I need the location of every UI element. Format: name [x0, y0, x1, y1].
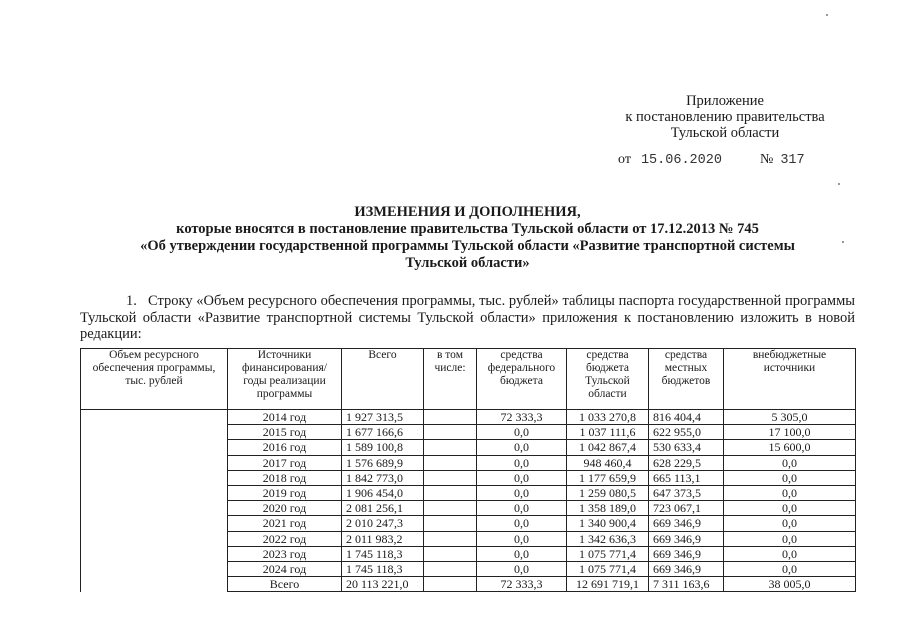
year-cell: 2023 год [228, 546, 342, 561]
empty-cell [424, 561, 477, 576]
title-line: «Об утверждении государственной программы Тульской области «Развитие транспортной системы [140, 238, 795, 254]
paragraph-1 [80, 293, 855, 343]
document-number: 317 [780, 153, 805, 168]
table-row [81, 501, 856, 516]
title-line: Тульской области» [405, 255, 530, 271]
extrabudget-cell: 0,0 [724, 516, 856, 531]
empty-cell [424, 410, 477, 425]
year-cell: 2014 год [228, 410, 342, 425]
extrabudget-cell: 0,0 [724, 470, 856, 485]
empty-cell [81, 561, 228, 576]
table-row [81, 516, 856, 531]
federal-cell: 0,0 [477, 516, 567, 531]
extrabudget-cell: 0,0 [724, 531, 856, 546]
appendix-line: Тульской области [670, 125, 780, 141]
regional-cell: 1 042 867,4 [567, 440, 649, 455]
year-cell: 2024 год [228, 561, 342, 576]
total-cell: 2 010 247,3 [342, 516, 424, 531]
empty-cell [424, 470, 477, 485]
appendix-line: к постановлению правительства [625, 109, 825, 125]
local-cell: 622 955,0 [649, 425, 724, 440]
table-row [81, 470, 856, 485]
total-cell: 1 576 689,9 [342, 455, 424, 470]
title-heading: ИЗМЕНЕНИЯ И ДОПОЛНЕНИЯ, [354, 204, 581, 220]
year-cell: 2016 год [228, 440, 342, 455]
local-cell: 669 346,9 [649, 561, 724, 576]
header-cell: внебюджетные источники [724, 349, 856, 410]
table-header-row [81, 349, 856, 410]
table-row [81, 577, 856, 592]
empty-cell [81, 531, 228, 546]
local-cell: 723 067,1 [649, 501, 724, 516]
empty-cell [424, 516, 477, 531]
extrabudget-cell: 0,0 [724, 485, 856, 500]
empty-cell [81, 501, 228, 516]
table-row [81, 440, 856, 455]
year-cell: 2017 год [228, 455, 342, 470]
empty-cell [81, 516, 228, 531]
total-cell: 20 113 221,0 [342, 577, 424, 592]
empty-cell [81, 546, 228, 561]
total-cell: 1 589 100,8 [342, 440, 424, 455]
scan-speck [838, 183, 840, 185]
year-cell: 2022 год [228, 531, 342, 546]
local-cell: 647 373,5 [649, 485, 724, 500]
number-label: № [759, 152, 774, 167]
total-cell: 2 011 983,2 [342, 531, 424, 546]
regional-cell: 1 259 080,5 [567, 485, 649, 500]
empty-cell [81, 577, 228, 592]
local-cell: 665 113,1 [649, 470, 724, 485]
table-row [81, 410, 856, 425]
local-cell: 669 346,9 [649, 546, 724, 561]
regional-cell: 1 037 111,6 [567, 425, 649, 440]
regional-cell: 948 460,4 [567, 455, 649, 470]
federal-cell: 0,0 [477, 485, 567, 500]
empty-cell [81, 440, 228, 455]
appendix-header [600, 93, 850, 141]
extrabudget-cell: 0,0 [724, 561, 856, 576]
extrabudget-cell: 38 005,0 [724, 577, 856, 592]
regional-cell: 1 342 636,3 [567, 531, 649, 546]
year-cell: 2018 год [228, 470, 342, 485]
total-cell: 1 906 454,0 [342, 485, 424, 500]
federal-cell: 72 333,3 [477, 577, 567, 592]
total-cell: 1 745 118,3 [342, 561, 424, 576]
header-cell: Всего [342, 349, 424, 410]
resource-table [80, 348, 856, 592]
document-title [80, 204, 855, 272]
empty-cell [424, 546, 477, 561]
header-cell: средства местных бюджетов [649, 349, 724, 410]
total-cell: 1 677 166,6 [342, 425, 424, 440]
empty-cell [424, 440, 477, 455]
year-cell: 2021 год [228, 516, 342, 531]
year-cell: Всего [228, 577, 342, 592]
table-row [81, 546, 856, 561]
header-cell: средства бюджета Тульской области [567, 349, 649, 410]
extrabudget-cell: 5 305,0 [724, 410, 856, 425]
regional-cell: 1 340 900,4 [567, 516, 649, 531]
year-cell: 2019 год [228, 485, 342, 500]
federal-cell: 0,0 [477, 531, 567, 546]
local-cell: 530 633,4 [649, 440, 724, 455]
total-cell: 2 081 256,1 [342, 501, 424, 516]
federal-cell: 0,0 [477, 561, 567, 576]
regional-cell: 1 177 659,9 [567, 470, 649, 485]
regional-cell: 12 691 719,1 [567, 577, 649, 592]
year-cell: 2020 год [228, 501, 342, 516]
regional-cell: 1 358 189,0 [567, 501, 649, 516]
total-cell: 1 745 118,3 [342, 546, 424, 561]
paragraph-text: Строку «Объем ресурсного обеспечения программы, тыс. рублей» таблицы паспорта государственной программы Тульской области «Развитие транспортной системы Тульской области» приложения к постановлению изложить в новой редакции: [80, 293, 855, 342]
table-body [81, 410, 856, 592]
extrabudget-cell: 0,0 [724, 546, 856, 561]
table-row [81, 485, 856, 500]
federal-cell: 0,0 [477, 440, 567, 455]
empty-cell [424, 425, 477, 440]
empty-cell [81, 455, 228, 470]
year-cell: 2015 год [228, 425, 342, 440]
extrabudget-cell: 0,0 [724, 501, 856, 516]
empty-cell [81, 410, 228, 425]
empty-cell [81, 485, 228, 500]
local-cell: 669 346,9 [649, 516, 724, 531]
document-number-line [618, 152, 805, 168]
empty-cell [424, 501, 477, 516]
scan-speck [826, 14, 828, 16]
regional-cell: 1 033 270,8 [567, 410, 649, 425]
scan-speck [842, 241, 844, 243]
title-line: которые вносятся в постановление правительства Тульской области от 17.12.2013 № 745 [176, 221, 759, 237]
extrabudget-cell: 17 100,0 [724, 425, 856, 440]
header-cell: Объем ресурсного обеспечения программы, тыс. рублей [81, 349, 228, 410]
local-cell: 7 311 163,6 [649, 577, 724, 592]
regional-cell: 1 075 771,4 [567, 546, 649, 561]
regional-cell: 1 075 771,4 [567, 561, 649, 576]
total-cell: 1 842 773,0 [342, 470, 424, 485]
empty-cell [81, 470, 228, 485]
document-date: 15.06.2020 [640, 153, 722, 168]
total-cell: 1 927 313,5 [342, 410, 424, 425]
extrabudget-cell: 15 600,0 [724, 440, 856, 455]
empty-cell [81, 425, 228, 440]
header-cell: средства федерального бюджета [477, 349, 567, 410]
empty-cell [424, 531, 477, 546]
local-cell: 816 404,4 [649, 410, 724, 425]
local-cell: 669 346,9 [649, 531, 724, 546]
table-row [81, 425, 856, 440]
table-row [81, 531, 856, 546]
table-row [81, 455, 856, 470]
federal-cell: 72 333,3 [477, 410, 567, 425]
extrabudget-cell: 0,0 [724, 455, 856, 470]
federal-cell: 0,0 [477, 501, 567, 516]
empty-cell [424, 577, 477, 592]
paragraph-number: 1. [126, 293, 137, 309]
federal-cell: 0,0 [477, 455, 567, 470]
from-label: от [618, 152, 631, 167]
local-cell: 628 229,5 [649, 455, 724, 470]
empty-cell [424, 455, 477, 470]
federal-cell: 0,0 [477, 546, 567, 561]
header-cell: Источники финансирования/ годы реализации программы [228, 349, 342, 410]
empty-cell [424, 485, 477, 500]
federal-cell: 0,0 [477, 470, 567, 485]
header-cell: в том числе: [424, 349, 477, 410]
table-row [81, 561, 856, 576]
federal-cell: 0,0 [477, 425, 567, 440]
appendix-title: Приложение [686, 93, 764, 109]
